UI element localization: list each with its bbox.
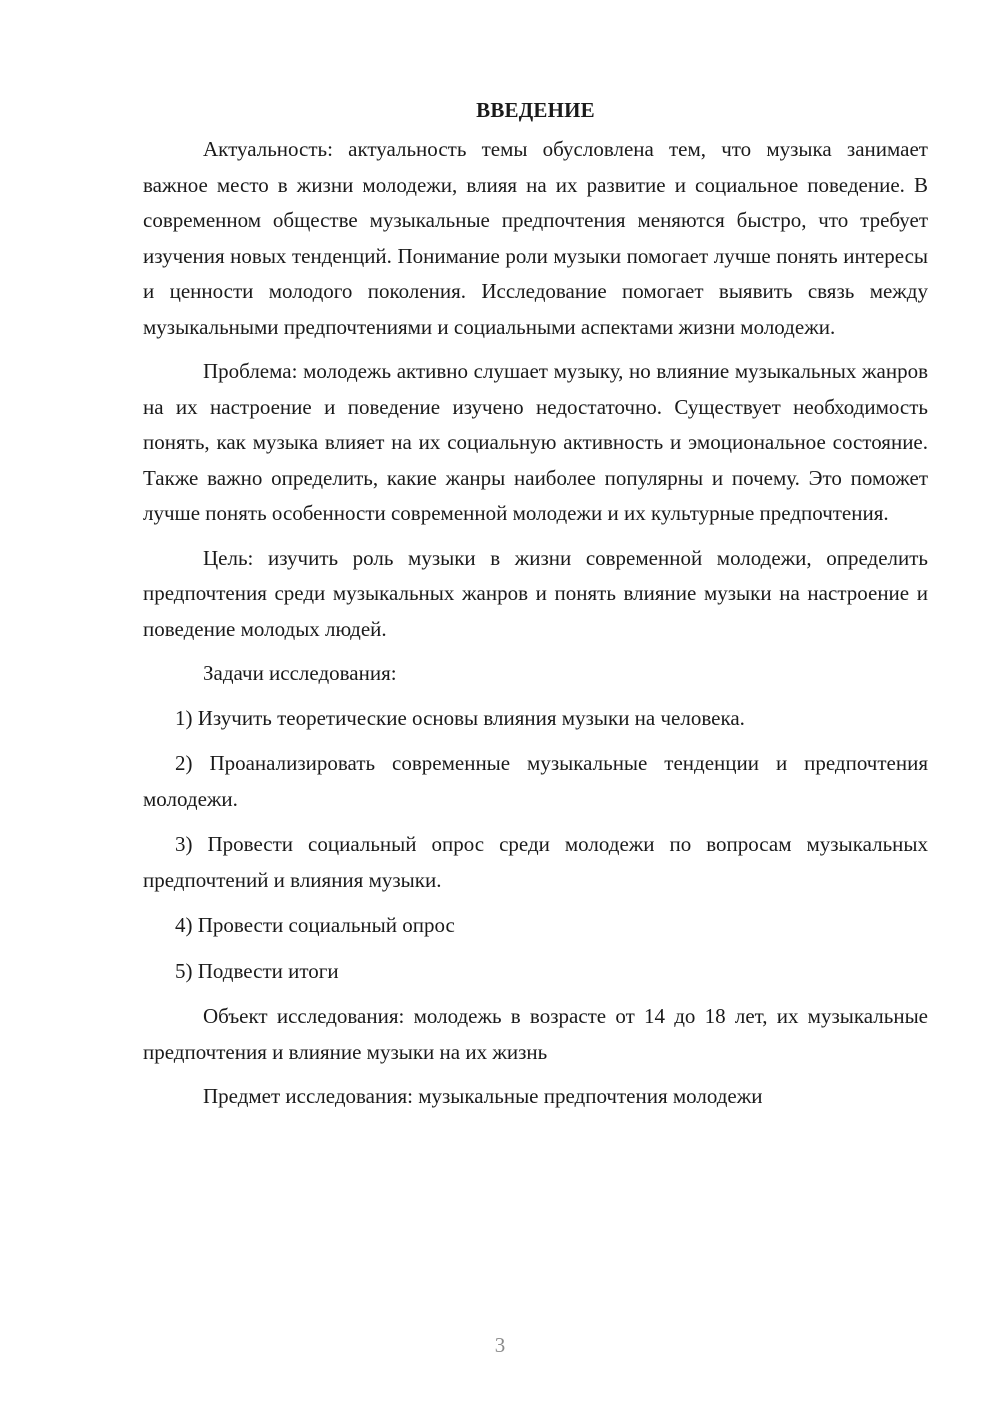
goal-paragraph: Цель: изучить роль музыки в жизни современной молодежи, определить предпочтения среди музыкальных жанров и понять влияние музыки на настроение и поведение молодых людей.: [143, 545, 928, 641]
task-item-4: 4) Провести социальный опрос: [175, 913, 455, 937]
page-content: [143, 96, 928, 1124]
subject-paragraph: Предмет исследования: музыкальные предпочтения молодежи: [203, 1084, 763, 1108]
page-number: 3: [494, 1333, 506, 1357]
relevance-paragraph: Актуальность: актуальность темы обусловлена тем, что музыка занимает важное место в жизни молодежи, влияя на их развитие и социальное поведение. В современном обществе музыкальные предпочтения меняются быстро, что требует изучения новых тенденций. Понимание роли музыки помогает лучше понять интересы и ценности молодого поколения. Исследование помогает выявить связь между музыкальными предпочтениями и социальными аспектами жизни молодежи.: [143, 137, 928, 339]
object-paragraph: Объект исследования: молодежь в возрасте от 14 до 18 лет, их музыкальные предпочтения и влияние музыки на их жизнь: [143, 1004, 928, 1064]
problem-paragraph: Проблема: молодежь активно слушает музыку, но влияние музыкальных жанров на их настроение и поведение изучено недостаточно. Существует необходимость понять, как музыка влияет на их социальную активность и эмоциональное состояние. Также важно определить, какие жанры наиболее популярны и почему. Это поможет лучше понять особенности современной молодежи и их культурные предпочтения.: [143, 359, 928, 525]
task-item-5: 5) Подвести итоги: [175, 958, 339, 983]
tasks-heading: Задачи исследования:: [203, 661, 397, 685]
task-item-2: 2) Проанализировать современные музыкальные тенденции и предпочтения молодежи.: [143, 751, 928, 811]
section-heading: ВВЕДЕНИЕ: [476, 98, 595, 122]
task-item-1: 1) Изучить теоретические основы влияния музыки на человека.: [175, 705, 745, 730]
task-item-3: 3) Провести социальный опрос среди молодежи по вопросам музыкальных предпочтений и влияния музыки.: [143, 832, 928, 892]
